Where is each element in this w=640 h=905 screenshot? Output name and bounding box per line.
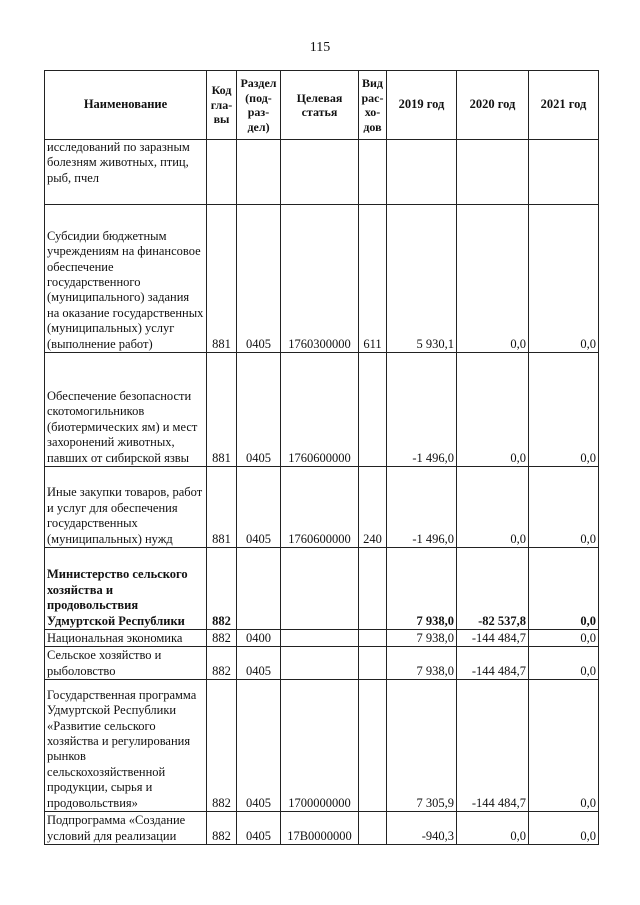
- header-chapter-line: гла-: [210, 97, 233, 112]
- row-2020: -144 484,7: [457, 630, 529, 647]
- header-expense-line: хо-: [364, 105, 381, 119]
- row-2021: 0,0: [529, 680, 599, 812]
- row-2019: 7 938,0: [387, 630, 457, 647]
- row-name: Национальная экономика: [45, 630, 207, 647]
- row-target: 1760300000: [281, 205, 359, 353]
- row-2019: 7 938,0: [387, 647, 457, 680]
- row-name: Министерство сельского хозяйства и продовольствия Удмуртской Республики: [45, 548, 207, 630]
- row-expense: [359, 548, 387, 630]
- row-2021: [529, 140, 599, 205]
- row-name: Государственная программа Удмуртской Республики «Развитие сельского хозяйства и регулирования рынков сельскохозяйственной продукции, сырья и продовольствия»: [45, 680, 207, 812]
- row-section: 0405: [237, 353, 281, 467]
- header-expense-line: рас-: [361, 90, 384, 105]
- row-2020: -82 537,8: [457, 548, 529, 630]
- header-section-line: раз-: [247, 105, 270, 119]
- row-section: [237, 548, 281, 630]
- row-2019: 7 938,0: [387, 548, 457, 630]
- header-year-2020: 2020 год: [457, 71, 529, 140]
- header-row: [45, 71, 599, 140]
- table-row: [45, 630, 599, 647]
- row-section: 0405: [237, 647, 281, 680]
- header-target-line: Целевая: [296, 90, 343, 105]
- row-2020: 0,0: [457, 353, 529, 467]
- table-row: [45, 647, 599, 680]
- header-target-line: статья: [301, 105, 338, 119]
- row-expense: [359, 630, 387, 647]
- row-target: [281, 140, 359, 205]
- row-expense: 240: [359, 467, 387, 548]
- table-row: [45, 205, 599, 353]
- table-row: [45, 548, 599, 630]
- row-2020: -144 484,7: [457, 647, 529, 680]
- row-2019: 5 930,1: [387, 205, 457, 353]
- row-target: 1760600000: [281, 467, 359, 548]
- row-target: 1760600000: [281, 353, 359, 467]
- row-2021: 0,0: [529, 647, 599, 680]
- header-name: Наименование: [45, 71, 207, 140]
- header-section-line: (под-: [245, 90, 272, 105]
- row-section: [237, 140, 281, 205]
- row-expense: [359, 140, 387, 205]
- row-2020: [457, 140, 529, 205]
- row-chapter: [207, 140, 237, 205]
- row-chapter: 881: [207, 205, 237, 353]
- header-expense-line: дов: [363, 119, 382, 134]
- header-year-2019: 2019 год: [387, 71, 457, 140]
- row-section: 0405: [237, 205, 281, 353]
- header-section: [237, 71, 281, 140]
- row-2021: 0,0: [529, 353, 599, 467]
- header-year-2021: 2021 год: [529, 71, 599, 140]
- row-name: Субсидии бюджетным учреждениям на финансовое обеспечение государственного (муниципального) задания на оказание государственных (муниципальных) услуг (выполнение работ): [45, 205, 207, 353]
- row-expense: [359, 680, 387, 812]
- page-number: 115: [309, 40, 331, 55]
- row-2021: 0,0: [529, 630, 599, 647]
- row-chapter: 882: [207, 630, 237, 647]
- row-2021: 0,0: [529, 205, 599, 353]
- row-2019: -940,3: [387, 812, 457, 845]
- row-2021: 0,0: [529, 812, 599, 845]
- row-2019: -1 496,0: [387, 353, 457, 467]
- header-target-article: [281, 71, 359, 140]
- header-section-line: Раздел: [240, 76, 277, 90]
- row-expense: [359, 353, 387, 467]
- row-name: Подпрограмма «Создание условий для реализации: [45, 812, 207, 845]
- row-2020: -144 484,7: [457, 680, 529, 812]
- row-2019: 7 305,9: [387, 680, 457, 812]
- row-target: 17В0000000: [281, 812, 359, 845]
- row-section: 0405: [237, 680, 281, 812]
- row-2020: 0,0: [457, 205, 529, 353]
- row-chapter: 881: [207, 467, 237, 548]
- row-2021: 0,0: [529, 467, 599, 548]
- row-target: [281, 630, 359, 647]
- header-section-line: дел): [247, 119, 270, 134]
- row-name: Сельское хозяйство и рыболовство: [45, 647, 207, 680]
- table-row: [45, 812, 599, 845]
- row-chapter: 882: [207, 680, 237, 812]
- header-expense-type: [359, 71, 387, 140]
- row-section: 0405: [237, 467, 281, 548]
- row-target: 1700000000: [281, 680, 359, 812]
- row-chapter: 881: [207, 353, 237, 467]
- budget-table: [44, 70, 599, 845]
- header-chapter-line: Код: [211, 83, 232, 98]
- row-chapter: 882: [207, 548, 237, 630]
- row-expense: [359, 647, 387, 680]
- row-name: исследований по заразным болезням животных, птиц, рыб, пчел: [45, 140, 207, 205]
- row-2020: 0,0: [457, 467, 529, 548]
- table-row: [45, 680, 599, 812]
- header-chapter-code: [207, 71, 237, 140]
- row-target: [281, 548, 359, 630]
- table-row: [45, 353, 599, 467]
- row-2019: -1 496,0: [387, 467, 457, 548]
- row-expense: 611: [359, 205, 387, 353]
- row-2021: 0,0: [529, 548, 599, 630]
- header-expense-line: Вид: [362, 76, 383, 90]
- row-chapter: 882: [207, 647, 237, 680]
- row-expense: [359, 812, 387, 845]
- row-section: 0405: [237, 812, 281, 845]
- row-target: [281, 647, 359, 680]
- row-section: 0400: [237, 630, 281, 647]
- row-name: Иные закупки товаров, работ и услуг для обеспечения государственных (муниципальных) нужд: [45, 467, 207, 548]
- table-row: [45, 140, 599, 205]
- row-2019: [387, 140, 457, 205]
- row-chapter: 882: [207, 812, 237, 845]
- row-name: Обеспечение безопасности скотомогильников (биотермических ям) и мест захоронений животных, павших от сибирской язвы: [45, 353, 207, 467]
- row-2020: 0,0: [457, 812, 529, 845]
- header-chapter-line: вы: [213, 112, 230, 127]
- table-row: [45, 467, 599, 548]
